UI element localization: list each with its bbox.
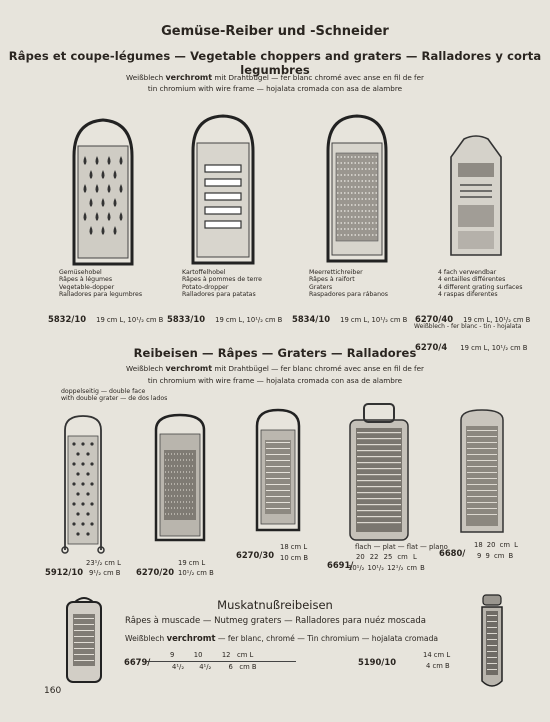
- item-dims: 19 cm L, 10¹/₂ cm B: [463, 316, 531, 324]
- item-code: 6691/: [327, 560, 354, 570]
- nutmeg-grater-tube-illustration: [478, 593, 506, 693]
- grater-6270-20-illustration: [152, 412, 208, 544]
- desc-line: Kartoffelhobel: [182, 269, 226, 276]
- section-graters-material-2: tin chromium with wire frame — hojalata cromada con asa de alambre: [147, 376, 403, 385]
- four-way-grater-illustration: [448, 133, 504, 257]
- item-dim-width: 4 cm B: [426, 662, 450, 670]
- desc-line: Meerrettichreiber: [309, 269, 363, 276]
- material-line-2: tin chromium with wire frame — hojalata cromada con asa de alambre: [147, 84, 403, 93]
- item-dim-width: 10¹/₂ cm B: [178, 569, 214, 577]
- item-code: 5190/10: [358, 657, 397, 667]
- item-dim-length: 9 10 12 cm L: [170, 651, 254, 659]
- item-6679-spec: [124, 650, 150, 669]
- desc-line: 4 different grating surfaces: [438, 283, 523, 291]
- item-dims: 19 cm L, 10¹/₂ cm B: [460, 344, 528, 352]
- nutmeg-subtitle: Râpes à muscade — Nutmeg graters — Ralladores para nuéz moscada: [125, 616, 426, 626]
- item-dim-width: 9¹/₂ cm B: [89, 569, 121, 577]
- nutmeg-title: Muskatnußreibeisen: [217, 598, 333, 612]
- item-6270-40-description: [438, 269, 522, 299]
- item-dim-width: 10 cm B: [280, 554, 308, 562]
- note-line: doppelseitig — double face: [61, 388, 146, 395]
- section-graters-material: [0, 364, 550, 373]
- desc-line: Ralladores para legumbres: [59, 291, 143, 299]
- item-6270-20-spec: [136, 560, 174, 579]
- desc-line: Potato-dropper: [182, 283, 229, 291]
- item-code: 6270/30: [236, 550, 275, 560]
- item-5832-spec: [48, 307, 163, 326]
- desc-line: Gemüsehobel: [59, 269, 102, 276]
- item-dim-width: 10¹/₂ 10¹/₂ 12¹/₂ cm B: [348, 564, 425, 572]
- item-code: 6680/: [439, 548, 466, 558]
- double-face-note: [61, 388, 167, 403]
- item-dim-length: 18 20 cm L: [474, 541, 518, 549]
- desc-line: Râpes à légumes: [59, 276, 113, 284]
- item-6270-4-note: Weißblech - fer blanc - tin - hojalata: [414, 323, 522, 330]
- desc-line: Râpes à pommes de terre: [182, 276, 262, 284]
- grater-6270-30-illustration: [254, 408, 302, 534]
- material-bold: verchromt: [166, 633, 216, 643]
- note-line: with double grater — de dos lados: [61, 395, 168, 403]
- item-code: 6270/20: [136, 567, 175, 577]
- item-code: 6270/4: [415, 342, 448, 352]
- item-5834-spec: [292, 307, 407, 326]
- item-code: 5832/10: [48, 314, 87, 324]
- material-bold: verchromt: [165, 73, 213, 82]
- desc-line: 4 fach verwendbar: [438, 269, 497, 276]
- desc-line: Raspadores para rábanos: [309, 291, 389, 299]
- item-6270-30-spec: [236, 543, 274, 562]
- item-code: 6270/40: [415, 314, 454, 324]
- item-dim-length: 14 cm L: [423, 651, 451, 659]
- vegetable-grater-illustration: [68, 116, 138, 266]
- material-post: mit Drahtbügel — fer blanc chromé avec anse en fil de fer: [214, 73, 424, 82]
- item-6691-labels: flach — plat — flat — plano: [355, 543, 448, 551]
- page-title: Gemüse-Reiber und -Schneider: [161, 24, 389, 39]
- divider: [146, 661, 296, 662]
- item-5190-spec: [358, 650, 396, 669]
- material-post: — fer blanc, chromé — Tin chromium — hojalata cromada: [217, 634, 439, 643]
- flat-grater-illustration: [346, 402, 412, 542]
- material-pre: Weißblech: [126, 73, 164, 82]
- material-pre: Weißblech: [126, 364, 164, 373]
- potato-slicer-illustration: [187, 113, 259, 265]
- item-dim-length: 19 cm L: [178, 559, 206, 567]
- material-line: [0, 73, 550, 82]
- item-dim-length: 18 cm L: [280, 543, 308, 551]
- item-code: 5912/10: [45, 567, 84, 577]
- page-subtitle: Râpes et coupe-légumes — Vegetable choppers and graters — Ralladores y corta legumbres: [8, 49, 542, 77]
- item-5832-description: [59, 269, 142, 299]
- material-bold: verchromt: [165, 364, 213, 373]
- long-grater-illustration: [60, 414, 106, 556]
- item-5834-description: [309, 269, 388, 299]
- desc-line: 4 raspas diferentes: [438, 291, 498, 299]
- material-pre: Weißblech: [125, 634, 165, 643]
- desc-line: Râpes à raifort: [309, 276, 355, 284]
- item-dim-width: 9 9 cm B: [477, 552, 514, 560]
- page-number: 160: [44, 686, 62, 696]
- item-dim-length: 20 22 25 cm L: [356, 553, 417, 561]
- item-code: 5833/10: [167, 314, 206, 324]
- desc-line: Ralladores para patatas: [182, 291, 256, 299]
- item-dims: 19 cm L, 10¹/₂ cm B: [96, 316, 164, 324]
- section-graters-title: Reibeisen — Râpes — Graters — Ralladores: [133, 346, 417, 360]
- item-code: 5834/10: [292, 314, 331, 324]
- item-5912-spec: [45, 560, 83, 579]
- desc-line: 4 entailles différentes: [438, 276, 506, 284]
- nutmeg-material: [125, 633, 438, 643]
- item-code: 6679/: [124, 657, 151, 667]
- item-5833-spec: [167, 307, 282, 326]
- item-dim-length: 23¹/₂ cm L: [86, 559, 121, 567]
- desc-line: Graters: [309, 283, 333, 291]
- item-6680-spec: [439, 541, 465, 560]
- grater-6680-illustration: [456, 408, 508, 536]
- item-dims: 19 cm L, 10¹/₂ cm B: [340, 316, 408, 324]
- item-dim-width: 4¹/₂ 4¹/₂ 6 cm B: [172, 663, 257, 671]
- horseradish-grater-illustration: [322, 113, 392, 263]
- item-dims: 19 cm L, 10¹/₂ cm B: [215, 316, 283, 324]
- desc-line: Vegetable-dopper: [59, 283, 115, 291]
- material-post: mit Drahtbügel — fer blanc chromé avec anse en fil de fer: [214, 364, 424, 373]
- item-5833-description: [182, 269, 262, 299]
